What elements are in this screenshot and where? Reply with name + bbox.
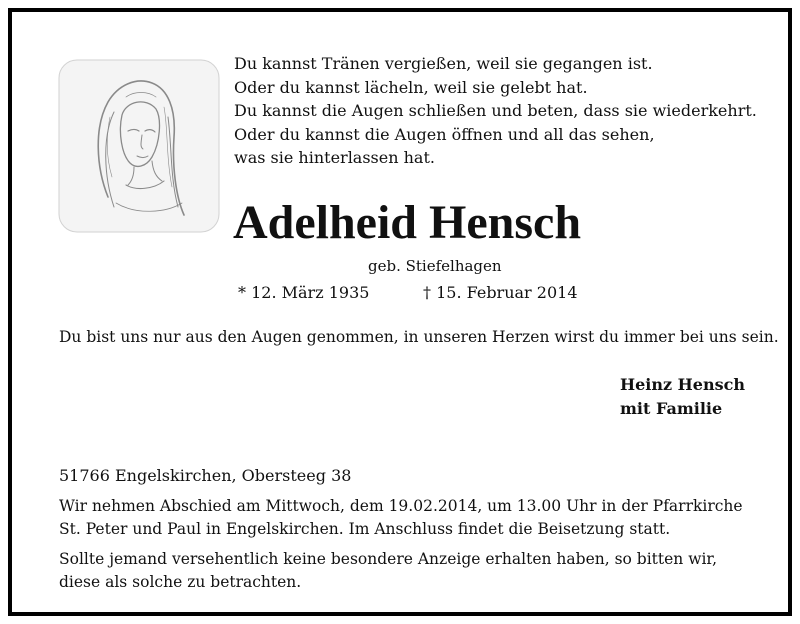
- poem-line: Oder du kannst die Augen öffnen und all das sehen,: [234, 124, 655, 144]
- mourners: [620, 373, 745, 421]
- address: 51766 Engelskirchen, Obersteeg 38: [59, 466, 352, 485]
- mourner-family: mit Familie: [620, 399, 723, 418]
- announcement-notice: Sollte jemand versehentlich keine besondere Anzeige erhalten haben, so bitten wir, diese als solche zu betrachten.: [59, 550, 718, 591]
- poem-line: Oder du kannst lächeln, weil sie gelebt hat.: [234, 77, 588, 97]
- poem-line: Du kannst Tränen vergießen, weil sie gegangen ist.: [234, 54, 653, 73]
- death-date: † 15. Februar 2014: [423, 283, 578, 302]
- poem: [234, 52, 757, 170]
- maiden-name: geb. Stiefelhagen: [368, 257, 502, 275]
- poem-line: was sie hinterlassen hat.: [234, 148, 435, 167]
- funeral-notice: Wir nehmen Abschied am Mittwoch, dem 19.02.2014, um 13.00 Uhr in der Pfarrkirche St. Peter und Paul in Engelskirchen. Im Anschluss findet die Beisetzung statt.: [59, 497, 743, 538]
- memorial-quote: Du bist uns nur aus den Augen genommen, in unseren Herzen wirst du immer bei uns sein.: [59, 328, 779, 346]
- mourner-name: Heinz Hensch: [620, 375, 745, 394]
- birth-date: * 12. März 1935: [238, 283, 370, 302]
- poem-line: Du kannst die Augen schließen und beten, dass sie wiederkehrt.: [234, 101, 757, 120]
- obituary-frame: [8, 8, 792, 616]
- deceased-name: Adelheid Hensch: [232, 196, 582, 249]
